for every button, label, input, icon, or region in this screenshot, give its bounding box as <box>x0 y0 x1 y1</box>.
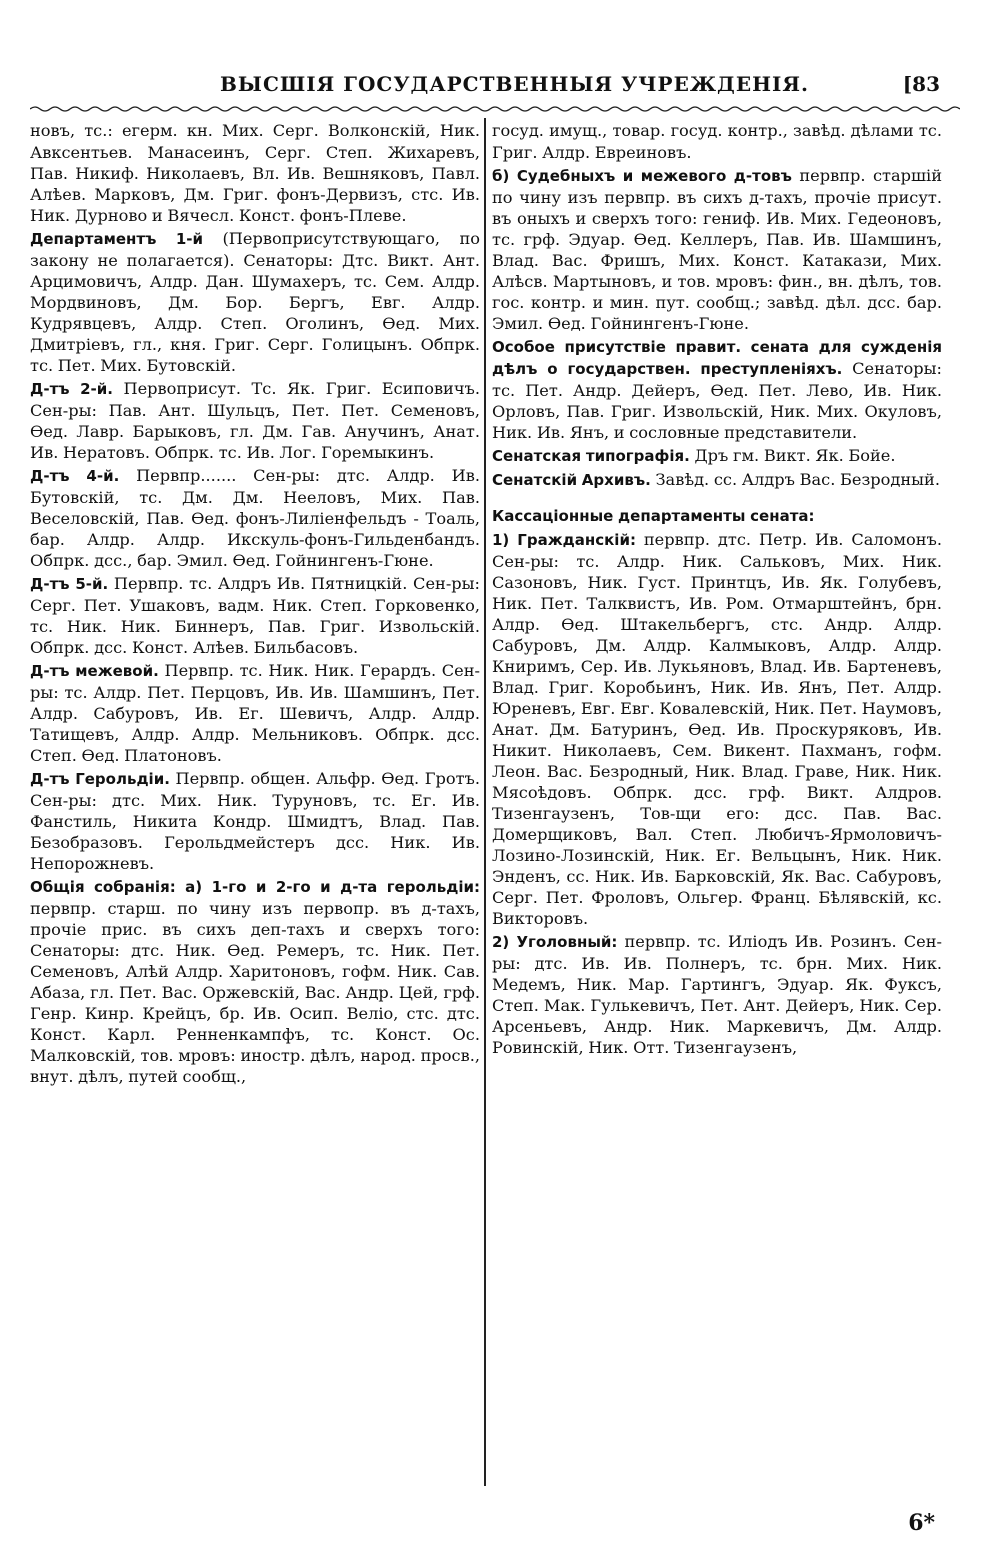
paragraph: Д-тъ Герольдіи. Первпр. общен. Альфр. Ѳед. Гротъ. Сен-ры: дтс. Мих. Ник. Туруновъ, тс. Ег. Ив. Фанстиль, Никита Кондр. Шмидтъ, Влад. Пав. Безобразовъ. Герольдмейстеръ дсс. Ник. Ив. Непорожневъ. <box>30 769 480 873</box>
paragraph: 2) Уголовный: первпр. тс. Иліодъ Ив. Розинъ. Сен-ры: дтс. Ив. Ив. Полнеръ, тс. брн. Мих. Ник. Медемъ, Ник. Мар. Гартингъ, Эдуар. Як. Фуксъ, Степ. Мак. Гулькевичъ, Пет. Ант. Дейеръ, Ник. Сер. Арсеньевъ, Андр. Ник. Маркевичъ, Дм. Алдр. Ровинскій, Ник. Отт. Тизенгаузенъ, <box>492 932 942 1057</box>
paragraph: Департаментъ 1-й (Первоприсутствующаго, по закону не полагается). Сенаторы: Дтс. Викт. Ант. Арцимовичъ, Алдр. Дан. Шумахеръ, тс. Сем. Алдр. Мордвиновъ, Дм. Бор. Бергъ, Евг. Алдр. Кудрявцевъ, Алдр. Степ. Оголинъ, Ѳед. Мих. Дмитріевъ, гл., кня. Григ. Серг. Голицынъ. Обпрк. тс. Пет. Мих. Бутовскій. <box>30 229 480 375</box>
running-title: ВЫСШІЯ ГОСУДАРСТВЕННЫЯ УЧРЕЖДЕНІЯ. <box>220 72 809 96</box>
paragraph: 1) Гражданскій: первпр. дтс. Петр. Ив. Саломонъ. Сен-ры: тс. Алдр. Ник. Сальковъ, Мих. Ник. Сазоновъ, Ник. Густ. Принтцъ, Ив. Як. Голубевъ, Ник. Пет. Талквистъ, Ив. Ром. Отмарштейнъ, брн. Алдр. Ѳед. Штакельбергъ, стс. Андр. Алдр. Сабуровъ, Дм. Алдр. Калмыковъ, Алдр. Алдр. Книримъ, Сер. Ив. Лукьяновъ, Влад. Ив. Бартеневъ, Влад. Григ. Коробьинъ, Ник. Ив. Янъ, Пет. Алдр. Юреневъ, Евг. Евг. Ковалевскій, Ник. Пет. Наумовъ, Анат. Дм. Батуринъ, Ѳед. Ив. Проскуряковъ, Ив. Никит. Николаевъ, Сем. Викент. Пахманъ, гофм. Леон. Вас. Безродный, Ник. Влад. Граве, Ник. Ник. Мясоѣдовъ. Обпрк. дсс. грф. Викт. Алдров. Тизенгаузенъ, Тов-щи его: дсс. Пав. Вас. Домерщиковъ, Вал. Степ. Любичъ-Ярмоловичъ-Лозино-Лозинскій, Ник. Ег. Вельцынъ, Ник. Ник. Энденъ, сс. Ник. Ив. Барковскій, Як. Вас. Сабуровъ, Серг. Пет. Фроловъ, Ольгер. Франц. Бѣлявскій, кс. Викторовъ. <box>492 530 942 928</box>
page-number: [83 <box>902 72 940 96</box>
paragraph: госуд. имущ., товар. госуд. контр., завѣд. дѣлами тс. Григ. Алдр. Евреиновъ. <box>492 121 942 162</box>
paragraph: Особое присутствіе правит. сената для сужденія дѣлъ о государствен. преступленіяхъ. Сенаторы: тс. Пет. Андр. Дейеръ, Ѳед. Пет. Лево, Ив. Ник. Орловъ, Пав. Григ. Извольскій, Ник. Мих. Окуловъ, Ник. Ив. Янъ, и сословные представители. <box>492 338 942 442</box>
header-wavy-rule <box>30 104 960 114</box>
paragraph: Д-тъ межевой. Первпр. тс. Ник. Ник. Герардъ. Сен-ры: тс. Алдр. Пет. Перцовъ, Ив. Ив. Шамшинъ, Пет. Алдр. Сабуровъ, Ив. Ег. Шевичъ, Алдр. Алдр. Татищевъ, Алдр. Алдр. Мельниковъ. Обпрк. дсс. Степ. Ѳед. Платоновъ. <box>30 661 480 765</box>
paragraph: Сенатскій Архивъ. Завѣд. сс. Алдръ Вас. Безродный. <box>492 470 940 489</box>
paragraph: Д-тъ 2-й. Первоприсут. Тс. Як. Григ. Есиповичъ. Сен-ры: Пав. Ант. Шульцъ, Пет. Пет. Семеновъ, Ѳед. Лавр. Барыковъ, гл. Дм. Гав. Анучинъ, Анат. Ив. Нератовъ. Обпрк. тс. Ив. Лог. Горемыкинъ. <box>30 379 480 462</box>
paragraph: Д-тъ 4-й. Первпр....... Сен-ры: дтс. Алдр. Ив. Бутовскій, тс. Дм. Дм. Нееловъ, Мих. Пав. Веселовскій, Пав. Ѳед. фонъ-Лиліенфельдъ - Тоаль, бар. Алдр. Алдр. Икскуль-фонъ-Гильденбандъ. Обпрк. дсс., бар. Эмил. Ѳед. Гойнингенъ-Гюне. <box>30 466 480 570</box>
signature-mark: 6* <box>908 1510 935 1536</box>
paragraph: Сенатская типографія. Дръ гм. Викт. Як. Бойе. <box>492 446 896 465</box>
paragraph: б) Судебныхъ и межевого д-товъ первпр. старшій по чину изъ первпр. въ сихъ д-тахъ, прочіе присут. въ оныхъ и сверхъ того: гениф. Ив. Мих. Гедеоновъ, тс. грф. Эдуар. Ѳед. Келлеръ, Пав. Ив. Шамшинъ, Влад. Вас. Фришъ, Мих. Конст. Катакази, Мих. Алѣсв. Мартыновъ, и тов. мровъ: фин., вн. дѣлъ, тов. гос. контр. и мин. пут. сообщ.; завѣд. дѣл. дсс. бар. Эмил. Ѳед. Гойнингенъ-Гюне. <box>492 166 942 333</box>
paragraph: Общія собранія: а) 1-го и 2-го и д-та герольдіи: первпр. старш. по чину изъ первопр. въ д-тахъ, прочіе прис. въ сихъ деп-тахъ и сверхъ того: Сенаторы: дтс. Ник. Ѳед. Ремеръ, тс. Ник. Пет. Семеновъ, Алѣй Алдр. Харитоновъ, гофм. Ник. Сав. Абаза, гл. Пет. Вас. Оржевскій, Вас. Андр. Цей, грф. Генр. Кинр. Крейцъ, бр. Ив. Осип. Веліо, стс. дтс. Конст. Карл. Ренненкампфъ, тс. Конст. Ос. Малковскій, тов. мровъ: иностр. дѣлъ, народ. просв., внут. дѣлъ, путей сообщ., <box>30 878 480 1086</box>
section-heading: Кассаціонные департаменты сената: <box>492 507 815 525</box>
left-column <box>30 120 480 1089</box>
paragraph: новъ, тс.: егерм. кн. Мих. Серг. Волконскій, Ник. Авксентьев. Манасеинъ, Серг. Степ. Жихаревъ, Пав. Никиф. Николаевъ, Вл. Ив. Вешняковъ, Павл. Алѣев. Марковъ, Дм. Григ. фонъ-Дервизъ, стс. Ив. Ник. Дурново и Вячесл. Конст. фонъ-Плеве. <box>30 121 480 225</box>
paragraph: Д-тъ 5-й. Первпр. тс. Алдръ Ив. Пятницкій. Сен-ры: Серг. Пет. Ушаковъ, вадм. Ник. Степ. Горковенко, тс. Ник. Ник. Биннеръ, Пав. Григ. Извольскій. Обпрк. дсс. Конст. Алѣев. Бильбасовъ. <box>30 574 480 657</box>
page-header <box>30 72 960 106</box>
column-divider <box>484 118 486 1486</box>
right-column <box>492 120 942 1060</box>
